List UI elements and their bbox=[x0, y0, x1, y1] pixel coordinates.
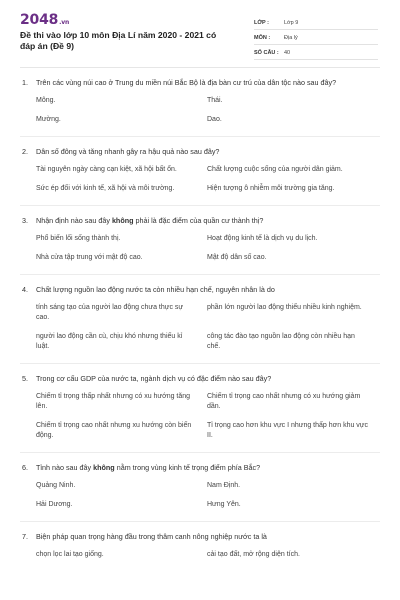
question-text bbox=[36, 285, 378, 295]
question-6 bbox=[0, 463, 400, 519]
meta-value: Lớp 9 bbox=[284, 19, 299, 26]
answer-options bbox=[22, 96, 378, 134]
answer-option[interactable]: Hiện tượng ô nhiễm môi trường gia tăng. bbox=[207, 185, 335, 192]
question-text-part: Tỉnh nào sau đây bbox=[36, 463, 94, 472]
answer-option[interactable]: Thái. bbox=[207, 97, 223, 104]
answer-option[interactable]: Chất lượng cuộc sống của người dân giảm. bbox=[207, 166, 343, 173]
answer-option[interactable]: Mường. bbox=[36, 116, 61, 123]
answer-option[interactable]: Quảng Ninh. bbox=[36, 482, 76, 489]
question-text-part: Chất lượng nguồn lao động nước ta còn nhiều hạn chế, nguyên nhân là do bbox=[36, 285, 275, 294]
meta-key: MÔN : bbox=[254, 34, 271, 41]
answer-option[interactable]: Mông. bbox=[36, 97, 56, 104]
question-divider bbox=[20, 136, 380, 137]
question-4 bbox=[0, 285, 400, 361]
meta-key: LỚP : bbox=[254, 19, 269, 26]
question-text bbox=[36, 374, 378, 384]
answer-options bbox=[22, 481, 378, 519]
question-text-part: nằm trong vùng kinh tế trọng điểm phía Bắc? bbox=[114, 463, 261, 472]
site-logo[interactable] bbox=[20, 12, 69, 28]
answer-option[interactable]: Nam Định. bbox=[207, 482, 241, 489]
answer-option[interactable]: Chiếm tỉ trọng cao nhất nhưng xu hướng còn biến động. bbox=[36, 422, 192, 439]
question-number: 5. bbox=[22, 374, 28, 383]
question-text-part: Biện pháp quan trọng hàng đầu trong thâm canh nông nghiệp nước ta là bbox=[36, 532, 267, 541]
answer-option[interactable]: Nhà cửa tập trung với mật độ cao. bbox=[36, 254, 143, 261]
question-1 bbox=[0, 78, 400, 134]
answer-options bbox=[22, 234, 378, 272]
question-divider bbox=[20, 452, 380, 453]
answer-option[interactable]: Dao. bbox=[207, 116, 222, 123]
answer-option[interactable]: Chiếm tỉ trọng cao nhất nhưng có xu hướng giảm dần. bbox=[207, 393, 361, 410]
question-divider bbox=[20, 274, 380, 275]
answer-option[interactable]: chọn lọc lai tạo giống. bbox=[36, 551, 104, 558]
answer-options bbox=[22, 550, 378, 569]
logo-suffix-text: .vn bbox=[59, 19, 70, 26]
question-2 bbox=[0, 147, 400, 203]
answer-option[interactable]: phần lớn người lao động thiếu nhiều kinh nghiệm. bbox=[207, 304, 362, 311]
answer-option[interactable]: Sức ép đối với kinh tế, xã hội và môi trường. bbox=[36, 185, 175, 192]
question-text bbox=[36, 532, 378, 542]
question-text-part: Nhận định nào sau đây bbox=[36, 216, 112, 225]
question-number: 2. bbox=[22, 147, 28, 156]
question-number: 4. bbox=[22, 285, 28, 294]
question-text-part: Trong cơ cấu GDP của nước ta, ngành dịch vụ có đặc điểm nào sau đây? bbox=[36, 374, 272, 383]
question-number: 1. bbox=[22, 78, 28, 87]
question-5 bbox=[0, 374, 400, 450]
answer-option[interactable]: Hưng Yên. bbox=[207, 501, 241, 508]
answer-option[interactable]: Tài nguyên ngày càng cạn kiệt, xã hội bất ổn. bbox=[36, 166, 177, 173]
meta-key: SỐ CÂU : bbox=[254, 49, 279, 56]
answer-option[interactable]: Phổ biến lối sống thành thị. bbox=[36, 235, 121, 242]
meta-row-question-count bbox=[254, 46, 378, 60]
answer-option[interactable]: cải tạo đất, mở rộng diện tích. bbox=[207, 551, 300, 558]
answer-options bbox=[22, 392, 378, 450]
question-7 bbox=[0, 532, 400, 569]
answer-options bbox=[22, 165, 378, 203]
question-text-bold: không bbox=[93, 463, 115, 472]
answer-option[interactable]: Chiếm tỉ trọng thấp nhất nhưng có xu hướng tăng lên. bbox=[36, 393, 191, 410]
question-text bbox=[36, 147, 378, 157]
meta-row-class bbox=[254, 16, 378, 30]
meta-info bbox=[254, 16, 378, 61]
question-text bbox=[36, 216, 378, 226]
answer-options bbox=[22, 303, 378, 361]
question-text-part: phải là đặc điểm của quần cư thành thị? bbox=[133, 216, 264, 225]
question-list bbox=[0, 78, 400, 569]
question-divider bbox=[20, 521, 380, 522]
answer-option[interactable]: Hoạt động kinh tế là dịch vụ du lịch. bbox=[207, 235, 318, 242]
question-text-part: Dân số đông và tăng nhanh gây ra hậu quả nào sau đây? bbox=[36, 147, 220, 156]
answer-option[interactable]: Hải Dương. bbox=[36, 501, 73, 508]
question-3 bbox=[0, 216, 400, 272]
header-divider bbox=[20, 67, 380, 68]
question-number: 7. bbox=[22, 532, 28, 541]
question-number: 6. bbox=[22, 463, 28, 472]
answer-option[interactable]: Tỉ trọng cao hơn khu vực I nhưng thấp hơn khu vực II. bbox=[207, 422, 368, 439]
question-number: 3. bbox=[22, 216, 28, 225]
logo-main-text: 2048 bbox=[20, 12, 59, 28]
meta-value: 40 bbox=[284, 49, 291, 56]
question-divider bbox=[20, 363, 380, 364]
meta-row-subject bbox=[254, 31, 378, 45]
meta-value: Địa lý bbox=[284, 34, 298, 41]
answer-option[interactable]: tính sáng tạo của người lao động chưa thực sự cao. bbox=[36, 304, 184, 321]
header bbox=[0, 0, 400, 68]
question-text-bold: không bbox=[111, 216, 134, 225]
question-text-part: Trên các vùng núi cao ở Trung du miền núi Bắc Bộ là địa bàn cư trú của dân tộc nào sau đây? bbox=[36, 78, 337, 87]
document-title: Đề thi vào lớp 10 môn Địa Lí năm 2020 - 2021 có đáp án (Đề 9) bbox=[20, 30, 217, 51]
answer-option[interactable]: Mật độ dân số cao. bbox=[207, 254, 267, 261]
question-text bbox=[36, 463, 378, 473]
question-divider bbox=[20, 205, 380, 206]
answer-option[interactable]: công tác đào tạo nguồn lao động còn nhiều hạn chế. bbox=[207, 333, 355, 350]
question-text bbox=[36, 78, 378, 88]
answer-option[interactable]: người lao động cần cù, chịu khó nhưng thiếu kỉ luật. bbox=[36, 333, 183, 350]
